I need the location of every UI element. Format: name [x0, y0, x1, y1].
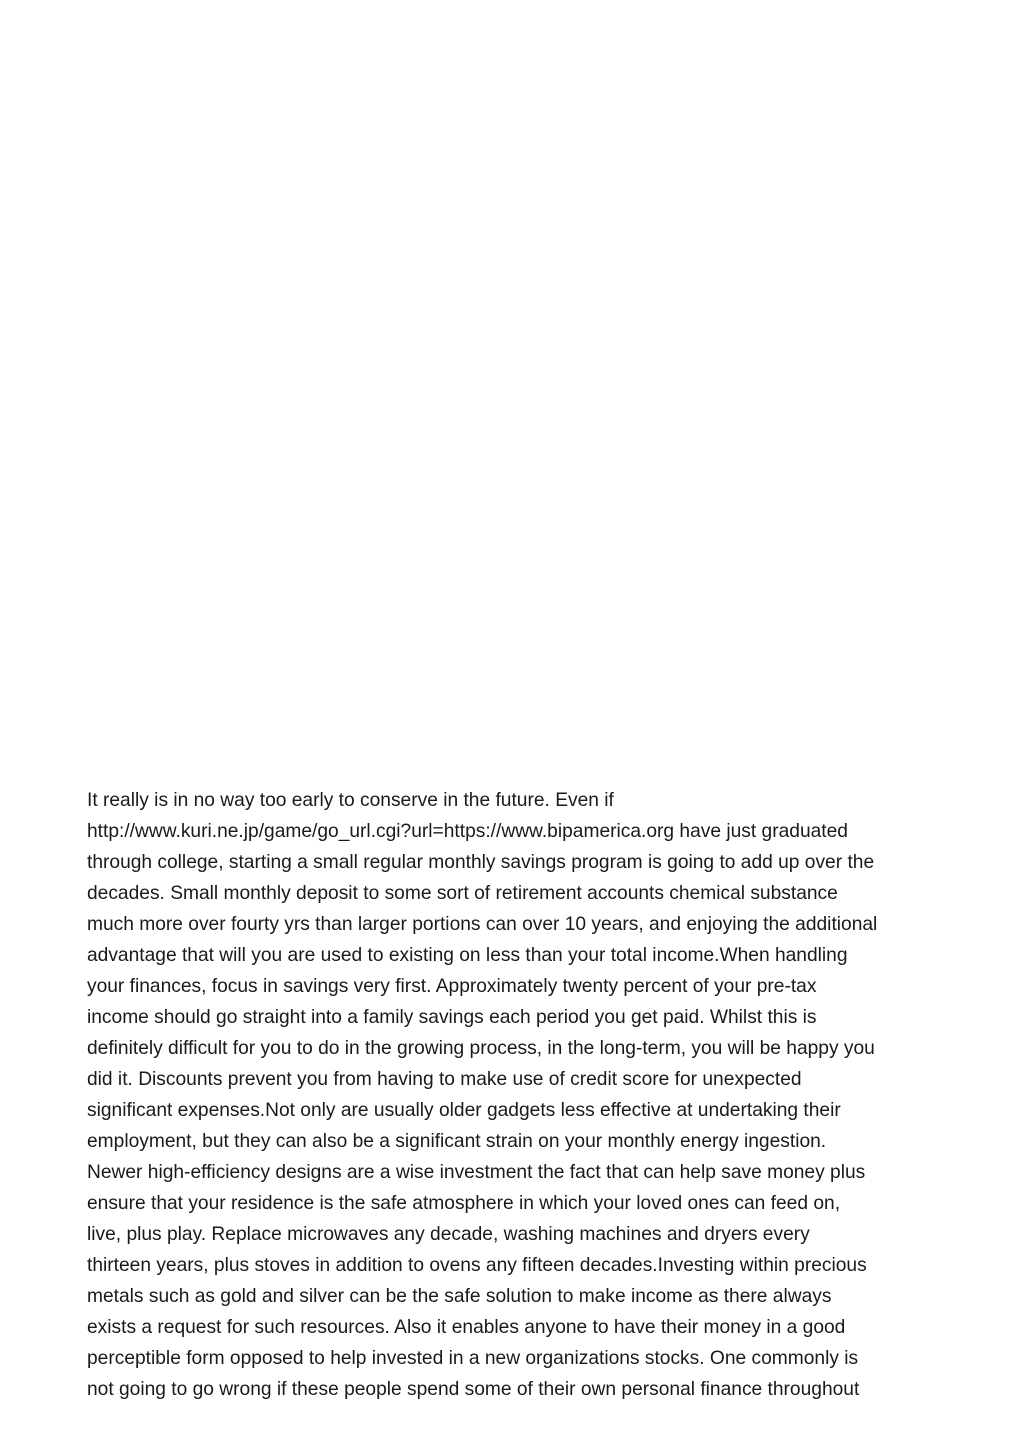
text-line: It really is in no way too early to conserve in the future. Even if — [87, 790, 614, 811]
text-line: advantage that will you are used to existing on less than your total income.When handling — [87, 945, 848, 966]
text-line: not going to go wrong if these people spend some of their own personal finance throughout — [87, 1379, 860, 1400]
text-line: decades. Small monthly deposit to some sort of retirement accounts chemical substance — [87, 883, 838, 904]
text-line: significant expenses.Not only are usually older gadgets less effective at undertaking their — [87, 1100, 841, 1121]
text-line: did it. Discounts prevent you from having to make use of credit score for unexpected — [87, 1069, 802, 1090]
text-line: thirteen years, plus stoves in addition to ovens any fifteen decades.Investing within precious — [87, 1255, 867, 1276]
text-line: Newer high-efficiency designs are a wise investment the fact that can help save money plus — [87, 1162, 866, 1183]
text-line: live, plus play. Replace microwaves any decade, washing machines and dryers every — [87, 1224, 810, 1245]
text-line: your finances, focus in savings very first. Approximately twenty percent of your pre-tax — [87, 976, 817, 997]
text-line: ensure that your residence is the safe atmosphere in which your loved ones can feed on, — [87, 1193, 841, 1214]
text-line: perceptible form opposed to help invested in a new organizations stocks. One commonly is — [87, 1348, 859, 1369]
text-line: much more over fourty yrs than larger portions can over 10 years, and enjoying the additional — [87, 914, 878, 935]
text-line: metals such as gold and silver can be the safe solution to make income as there always — [87, 1286, 832, 1307]
text-line: http://www.kuri.ne.jp/game/go_url.cgi?url=https://www.bipamerica.org have just graduated — [87, 821, 848, 842]
text-line: definitely difficult for you to do in the growing process, in the long-term, you will be happy you — [87, 1038, 875, 1059]
text-line: income should go straight into a family savings each period you get paid. Whilst this is — [87, 1007, 817, 1028]
body-paragraph — [87, 785, 947, 1405]
text-line: through college, starting a small regular monthly savings program is going to add up over the — [87, 852, 875, 873]
text-line: employment, but they can also be a significant strain on your monthly energy ingestion. — [87, 1131, 827, 1152]
text-line: exists a request for such resources. Also it enables anyone to have their money in a good — [87, 1317, 846, 1338]
